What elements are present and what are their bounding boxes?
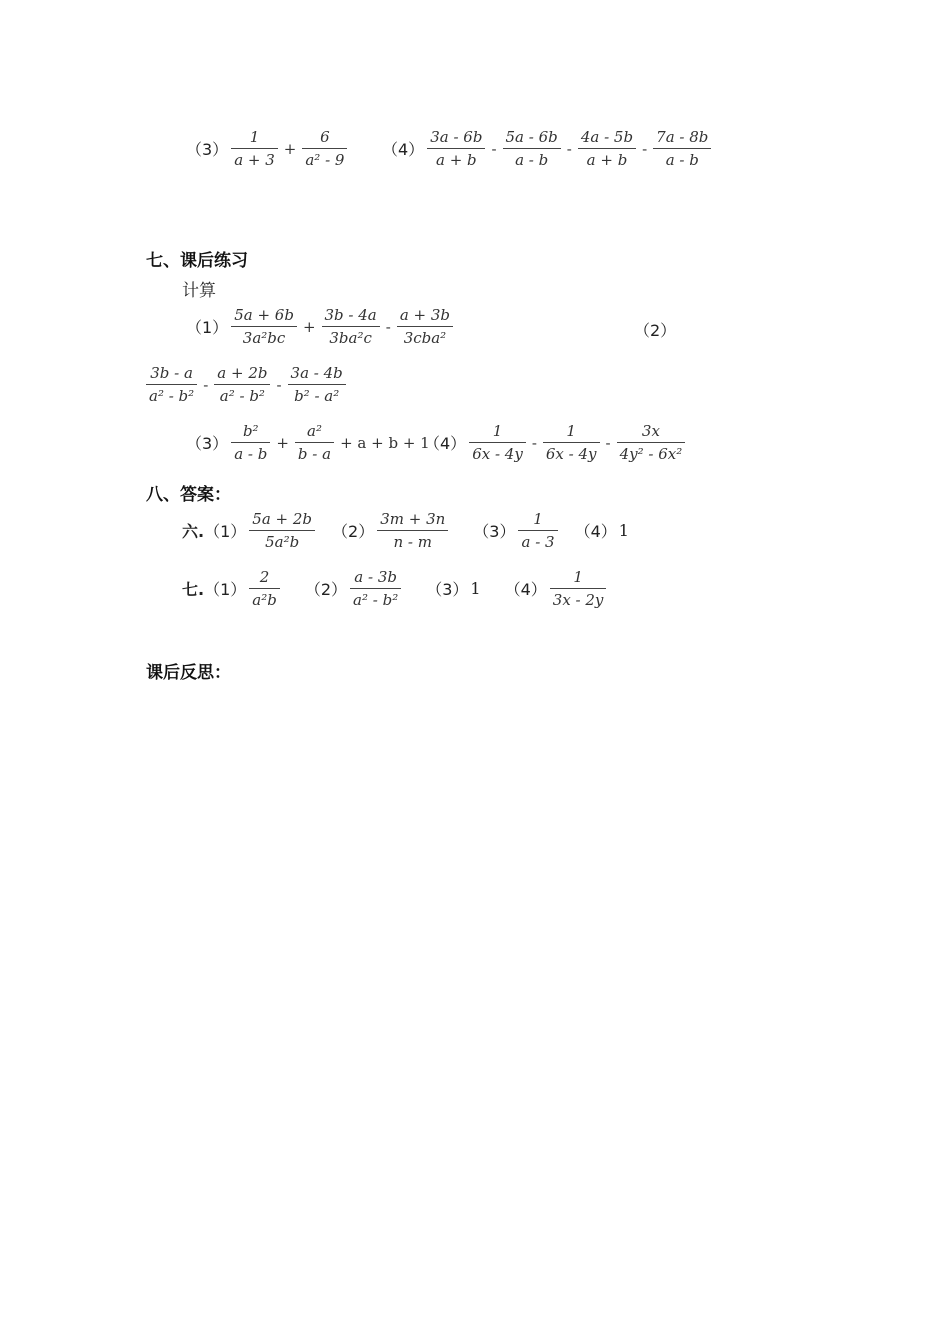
numerator: 2 <box>259 568 270 586</box>
problem-label: （4） <box>424 434 467 453</box>
fraction <box>322 306 380 347</box>
fraction <box>295 422 334 463</box>
section-8-heading: 八、答案： <box>146 485 231 505</box>
numerator: 5a + 6b <box>234 306 294 324</box>
numerator: 1 <box>249 128 260 146</box>
operator: - <box>642 139 648 158</box>
answer-label: （2） <box>332 522 375 541</box>
numerator: 3a - 6b <box>430 128 483 146</box>
fraction <box>397 306 453 347</box>
fraction <box>617 422 686 463</box>
denominator: n - m <box>393 533 432 551</box>
problem-label: （3） <box>186 434 229 453</box>
answer-group-label: 七. <box>182 580 205 599</box>
fraction <box>503 128 561 169</box>
fraction <box>550 568 607 609</box>
denominator: a² - b² <box>149 387 195 405</box>
numerator: 3a - 4b <box>290 364 343 382</box>
numerator: 1 <box>573 568 583 586</box>
problem-7-2 <box>143 364 349 405</box>
section-7-intro: 计算 <box>182 281 216 301</box>
operator: - <box>605 433 611 452</box>
denominator: a - b <box>665 151 699 169</box>
denominator: a² - 9 <box>305 151 345 169</box>
reflection-heading: 课后反思： <box>146 663 231 683</box>
denominator: 6x - 4y <box>472 445 523 463</box>
numerator: 6 <box>320 128 330 146</box>
numerator: a² <box>307 422 322 440</box>
answer-label: （1） <box>204 522 247 541</box>
fraction <box>578 128 636 169</box>
fraction <box>543 422 600 463</box>
fraction <box>377 510 448 551</box>
fraction <box>288 364 346 405</box>
numerator: 3b - 4a <box>324 306 377 324</box>
numerator: 4a - 5b <box>580 128 634 146</box>
problem-7-4 <box>424 422 688 463</box>
numerator: b² <box>242 422 259 440</box>
fraction <box>249 510 315 551</box>
denominator: b² - a² <box>294 387 340 405</box>
operator: + <box>276 433 289 452</box>
denominator: a + b <box>435 151 477 169</box>
answer-value: 1 <box>618 521 629 540</box>
denominator: 3a²bc <box>242 329 286 347</box>
fraction <box>518 510 557 551</box>
denominator: a²b <box>252 591 277 609</box>
operator: - <box>491 139 497 158</box>
answer-label: （3） <box>473 522 516 541</box>
denominator: a - b <box>515 151 549 169</box>
problem-7-3 <box>186 422 433 463</box>
problem-label: （2） <box>634 321 677 340</box>
problem-label: （4） <box>382 140 425 159</box>
denominator: 6x - 4y <box>545 445 597 463</box>
numerator: a + 3b <box>399 306 451 324</box>
denominator: a² - b² <box>219 387 265 405</box>
numerator: 7a - 8b <box>656 128 709 146</box>
denominator: 3x - 2y <box>552 591 604 609</box>
numerator: 1 <box>492 422 503 440</box>
denominator: a + 3 <box>234 151 275 169</box>
denominator: b - a <box>297 445 332 463</box>
numerator: 5a - 6b <box>505 128 558 146</box>
answers-six <box>182 510 631 551</box>
fraction <box>653 128 711 169</box>
denominator: a - b <box>234 445 268 463</box>
operator: - <box>385 317 391 336</box>
answer-group-label: 六. <box>182 522 205 541</box>
numerator: 5a + 2b <box>252 510 313 528</box>
answer-label: （1） <box>204 580 247 599</box>
answer-label: （3） <box>426 580 469 599</box>
denominator: 4y² - 6x² <box>619 445 683 463</box>
problem-7-1 <box>186 306 456 347</box>
fraction <box>249 568 280 609</box>
operator: + <box>302 317 316 336</box>
fraction <box>231 128 278 169</box>
fraction <box>231 422 270 463</box>
problem-label: （1） <box>186 318 229 337</box>
fraction <box>427 128 485 169</box>
numerator: 3m + 3n <box>380 510 446 528</box>
answer-label: （2） <box>304 580 348 599</box>
operator: + <box>283 139 297 158</box>
numerator: 3x <box>641 422 660 440</box>
answers-seven <box>182 568 609 609</box>
denominator: a² - b² <box>353 591 399 609</box>
answer-value: 1 <box>470 579 481 598</box>
answer-label: （4） <box>574 522 617 541</box>
operator: - <box>531 433 537 452</box>
numerator: 1 <box>566 422 576 440</box>
operator: - <box>566 139 572 158</box>
fraction <box>146 364 197 405</box>
fraction <box>214 364 270 405</box>
fraction <box>231 306 297 347</box>
problem-6-3 <box>186 128 350 169</box>
denominator: 3cba² <box>403 329 447 347</box>
numerator: a - 3b <box>354 568 397 586</box>
fraction <box>350 568 401 609</box>
problem-6-4 <box>382 128 714 169</box>
denominator: a - 3 <box>521 533 555 551</box>
section-7-heading: 七、课后练习 <box>146 251 248 271</box>
denominator: 3ba²c <box>329 329 372 347</box>
expression-tail: + a + b + 1 <box>340 433 430 452</box>
numerator: 1 <box>533 510 543 528</box>
operator: - <box>276 375 282 394</box>
fraction <box>302 128 347 169</box>
numerator: 3b - a <box>150 364 193 382</box>
problem-label: （3） <box>186 140 229 159</box>
answer-label: （4） <box>504 580 547 599</box>
denominator: 5a²b <box>265 533 300 551</box>
fraction <box>469 422 526 463</box>
denominator: a + b <box>586 151 628 169</box>
operator: - <box>203 375 209 394</box>
numerator: a + 2b <box>217 364 268 382</box>
